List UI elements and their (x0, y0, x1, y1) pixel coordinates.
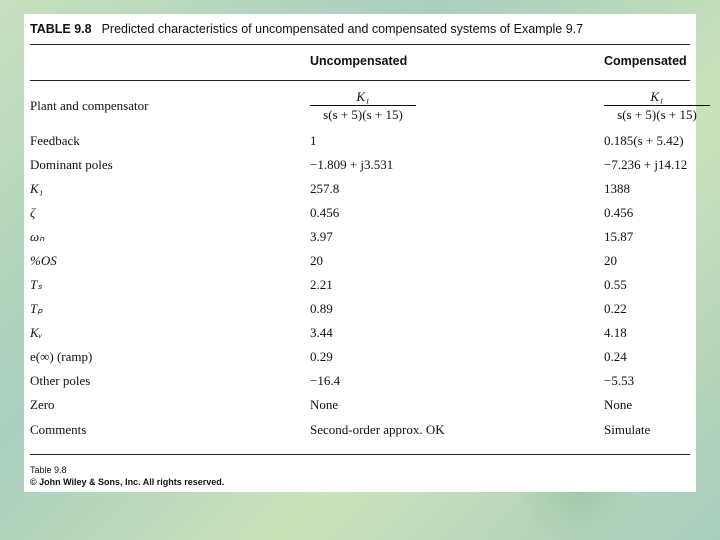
cell-uncompensated: 0.29 (310, 349, 333, 364)
table-row (30, 346, 694, 370)
cell-compensated: 0.24 (604, 349, 627, 364)
cell-uncompensated: 3.44 (310, 325, 333, 340)
cell-uncompensated: 20 (310, 253, 323, 268)
cell-compensated: 15.87 (604, 229, 634, 244)
table-row (30, 419, 694, 443)
table-row (30, 322, 694, 346)
cell-uncompensated: −16.4 (310, 373, 341, 388)
row-label: Tₚ (30, 301, 43, 316)
table-footer (30, 464, 224, 488)
cell-uncompensated: 2.21 (310, 277, 333, 292)
row-label: %OS (30, 253, 57, 268)
cell-uncompensated: 0.456 (310, 205, 340, 220)
table-row (30, 130, 694, 154)
table-row (30, 202, 694, 226)
table-title (30, 22, 690, 38)
plant-compensated-fraction (604, 88, 710, 123)
cell-compensated: 0.456 (604, 205, 634, 220)
cell-uncompensated: 0.89 (310, 301, 333, 316)
header-rule (30, 80, 690, 81)
table-row (30, 178, 694, 202)
table-label: TABLE 9.8 (30, 22, 92, 36)
row-label: e(∞) (ramp) (30, 349, 93, 364)
bottom-rule (30, 454, 690, 455)
row-label-plant: Plant and compensator (30, 98, 149, 113)
table-row (30, 154, 694, 178)
top-rule (30, 44, 690, 45)
header-uncompensated: Uncompensated (310, 54, 408, 68)
row-label: ωₙ (30, 229, 45, 244)
row-label: Tₛ (30, 277, 43, 292)
table-card (24, 14, 696, 492)
row-label: Zero (30, 397, 55, 412)
cell-compensated: −5.53 (604, 373, 635, 388)
cell-uncompensated: Second-order approx. OK (310, 422, 445, 437)
row-label: Kᵥ (30, 325, 43, 340)
plant-uncompensated-fraction (310, 88, 416, 123)
cell-compensated: 1388 (604, 181, 630, 196)
cell-compensated: 20 (604, 253, 617, 268)
cell-compensated: None (604, 397, 633, 412)
cell-compensated: 0.185(s + 5.42) (604, 133, 684, 148)
table-row (30, 226, 694, 250)
table-row (30, 250, 694, 274)
cell-compensated: −7.236 + j14.12 (604, 157, 688, 172)
table-row (30, 274, 694, 298)
cell-uncompensated: None (310, 397, 339, 412)
table-row (30, 370, 694, 394)
row-label: K₁ (30, 181, 44, 196)
cell-compensated: 0.55 (604, 277, 627, 292)
row-label: Comments (30, 422, 87, 437)
row-label: Feedback (30, 133, 80, 148)
cell-compensated: 0.22 (604, 301, 627, 316)
cell-uncompensated: 3.97 (310, 229, 333, 244)
table-title-text: Predicted characteristics of uncompensated and compensated systems of Example 9.7 (101, 22, 584, 36)
row-label: Dominant poles (30, 157, 113, 172)
plant-compensated-numerator: K₁ (650, 89, 664, 104)
plant-uncompensated-numerator: K₁ (356, 89, 370, 104)
header-compensated: Compensated (604, 54, 687, 68)
cell-compensated: 4.18 (604, 325, 627, 340)
cell-uncompensated: −1.809 + j3.531 (310, 157, 394, 172)
row-label: Other poles (30, 373, 91, 388)
cell-compensated: Simulate (604, 422, 651, 437)
table-row-plant (30, 88, 697, 128)
plant-compensated-denominator: s(s + 5)(s + 15) (617, 107, 697, 122)
plant-uncompensated-denominator: s(s + 5)(s + 15) (323, 107, 403, 122)
row-label: ζ (30, 205, 36, 220)
footer-caption: Table 9.8 (30, 465, 67, 475)
cell-uncompensated: 1 (310, 133, 317, 148)
table-row (30, 394, 694, 418)
cell-uncompensated: 257.8 (310, 181, 340, 196)
footer-credit: © John Wiley & Sons, Inc. All rights reserved. (30, 477, 225, 487)
table-row (30, 298, 694, 322)
